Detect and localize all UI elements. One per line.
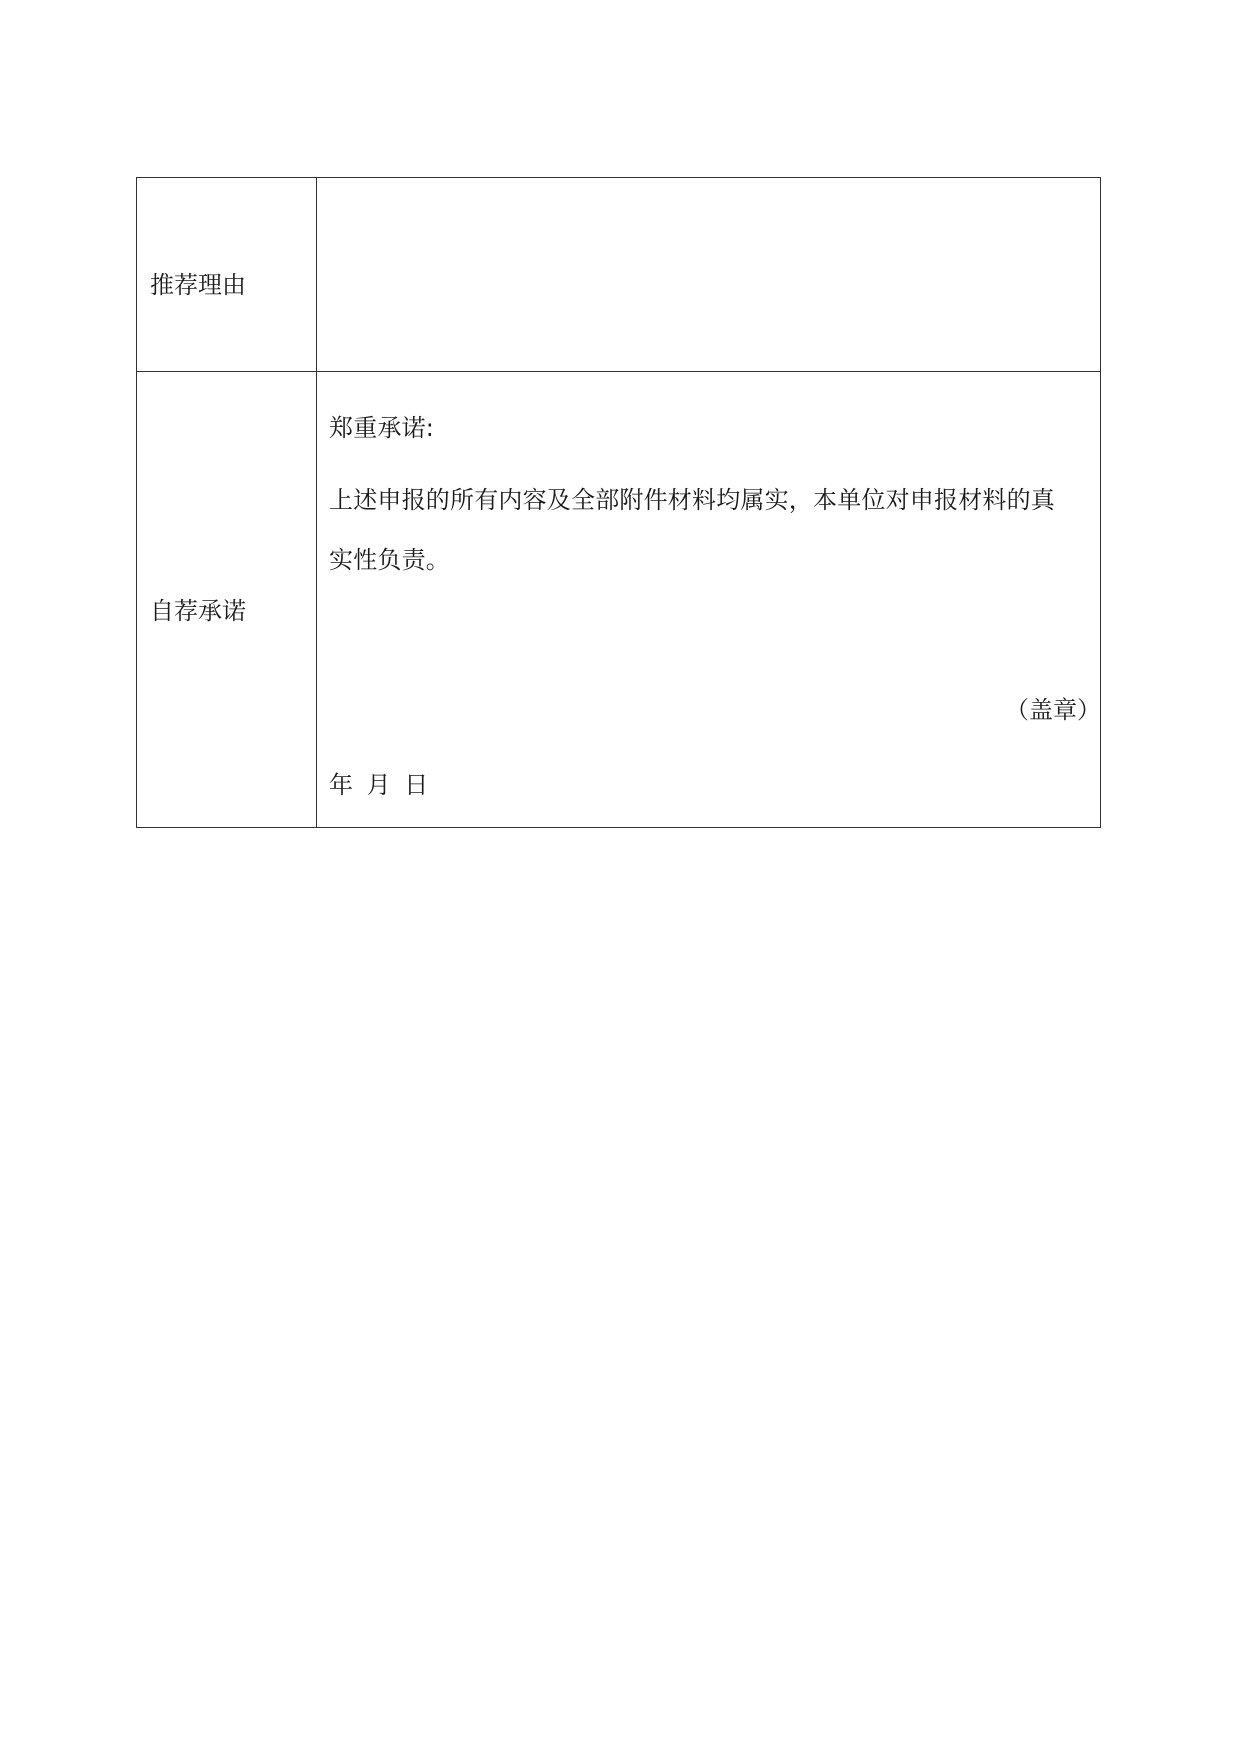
self-pledge-label: 自荐承诺	[150, 597, 246, 625]
label-cell-self-pledge	[137, 372, 317, 827]
label-cell-recommendation-reason	[137, 178, 317, 371]
recommendation-reason-content	[317, 178, 1100, 371]
recommendation-reason-label: 推荐理由	[150, 271, 246, 299]
pledge-statement-line-2: 实性负责。	[329, 546, 450, 574]
table-row-recommendation-reason	[137, 178, 1100, 372]
pledge-statement-line-1: 上述申报的所有内容及全部附件材料均属实，本单位对申报材料的真	[329, 486, 1055, 514]
self-pledge-content	[317, 372, 1100, 827]
form-table	[136, 177, 1101, 828]
pledge-heading: 郑重承诺:	[329, 414, 435, 442]
date-placeholder: 年 月 日	[329, 771, 429, 799]
seal-placeholder: （盖章）	[1005, 696, 1101, 724]
table-row-self-pledge	[137, 372, 1100, 827]
